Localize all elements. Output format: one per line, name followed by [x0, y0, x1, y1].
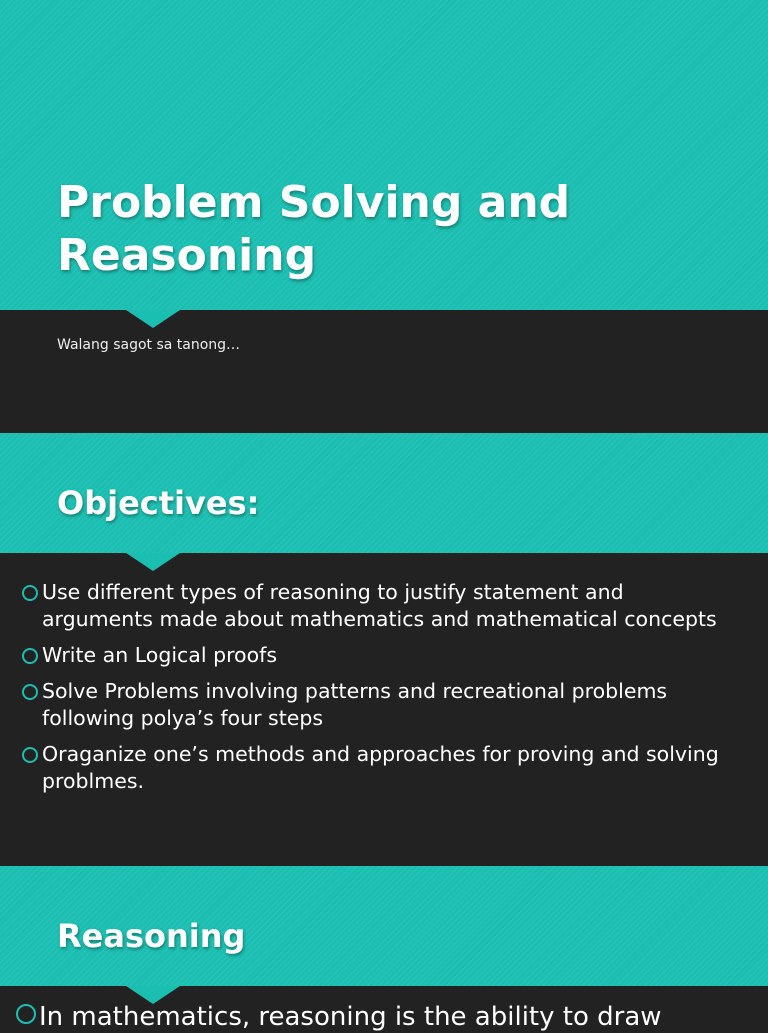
list-item-text: In mathematics, reasoning is the ability to draw — [39, 1002, 662, 1032]
slide-title-line-2: Reasoning — [57, 230, 317, 281]
list-item — [0, 741, 768, 795]
header-notch — [126, 553, 180, 571]
bullet-circle-icon — [22, 684, 38, 700]
slide-title — [57, 176, 570, 282]
list-item — [0, 678, 768, 732]
list-item — [0, 642, 768, 669]
objectives-title: Objectives: — [57, 484, 260, 522]
bullet-circle-icon — [22, 648, 38, 664]
slide-title-line-1: Problem Solving and — [57, 177, 571, 228]
title-slide-body — [0, 310, 768, 433]
list-item — [0, 579, 768, 633]
header-notch — [126, 310, 180, 328]
list-item-text: Oraganize one’s methods and approaches for proving and solving problmes. — [42, 742, 719, 793]
list-item-text: Use different types of reasoning to justify statement and arguments made about mathematics and mathematical concepts — [42, 580, 717, 631]
slide-subtitle: Walang sagot sa tanong… — [57, 337, 241, 353]
objectives-list — [0, 579, 768, 804]
bullet-circle-icon — [16, 1004, 36, 1024]
list-item-text: Write an Logical proofs — [42, 643, 278, 667]
bullet-circle-icon — [22, 585, 38, 601]
list-item-text: Solve Problems involving patterns and recreational problems following polya’s four steps — [42, 679, 668, 730]
bullet-circle-icon — [22, 747, 38, 763]
reasoning-title: Reasoning — [57, 917, 246, 955]
